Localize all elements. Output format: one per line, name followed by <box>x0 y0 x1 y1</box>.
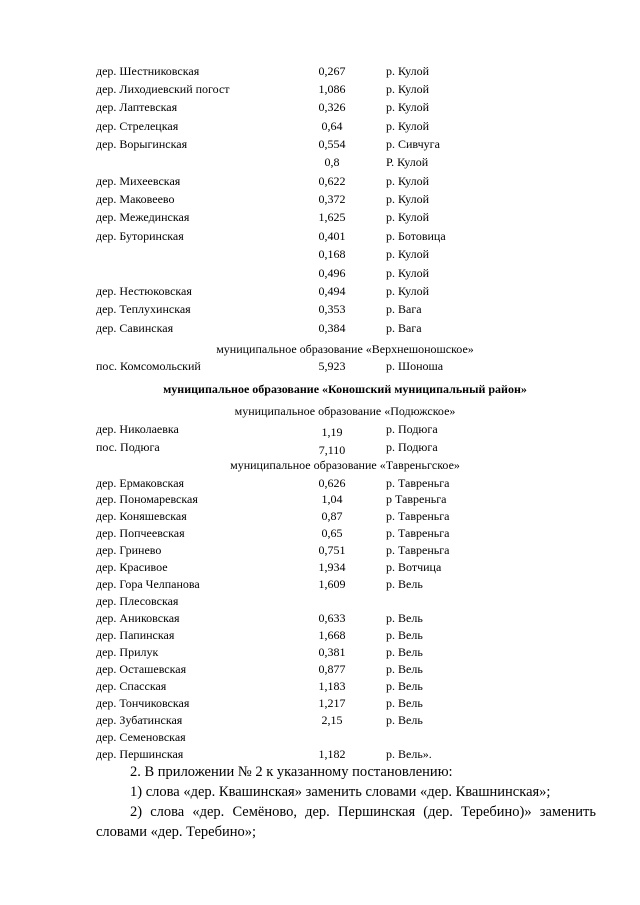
table-row <box>0 575 640 593</box>
settlement-name: дер. Попчеевская <box>96 526 185 540</box>
table-row <box>0 208 640 226</box>
river-name: р. Вель <box>386 696 423 710</box>
river-name: р. Ботовица <box>386 229 446 243</box>
river-name: р. Вель <box>386 611 423 625</box>
distance-value: 0,384 <box>318 321 346 335</box>
settlement-name: дер. Тончиковская <box>96 696 190 710</box>
river-name: р. Вель <box>386 577 423 591</box>
settlement-name: дер. Гора Челпанова <box>96 577 200 591</box>
paragraph-item-2-2-line1: 2) слова «дер. Семёново, дер. Першинская (дер. Теребино)» заменить <box>130 804 596 820</box>
river-name: р. Вага <box>386 302 422 316</box>
table-row <box>0 660 640 678</box>
river-name: р. Тавреньга <box>386 509 450 523</box>
table-row <box>0 677 640 695</box>
table-row <box>0 135 640 153</box>
river-name: р. Вель <box>386 679 423 693</box>
table-row <box>0 438 640 456</box>
river-name: р. Кулой <box>386 266 429 280</box>
river-name: р. Сивчуга <box>386 137 440 151</box>
distance-value: 1,04 <box>321 492 343 506</box>
distance-value: 0,554 <box>318 137 346 151</box>
settlement-name: дер. Семеновская <box>96 730 186 744</box>
river-name: р. Тавреньга <box>386 526 450 540</box>
river-name: р. Кулой <box>386 210 429 224</box>
table-row <box>0 541 640 559</box>
distance-value: 0,168 <box>318 247 346 261</box>
settlement-name: дер. Ермаковская <box>96 476 185 490</box>
section-heading-verkhneshonoshskoe: муниципальное образование «Верхнешоношское» <box>216 342 474 356</box>
distance-value: 1,934 <box>318 560 346 574</box>
river-name: р. Вель <box>386 713 423 727</box>
table-row <box>0 153 640 171</box>
distance-value: 0,87 <box>321 509 343 523</box>
river-name: р. Подюга <box>386 440 438 454</box>
distance-value: 0,633 <box>318 611 346 625</box>
table-row <box>0 319 640 337</box>
settlement-name: дер. Теплухинская <box>96 302 191 316</box>
distance-value: 7,110 <box>318 443 346 457</box>
table-row <box>0 507 640 525</box>
river-name: р. Вель». <box>386 747 432 761</box>
table-row <box>0 245 640 263</box>
river-name: р. Кулой <box>386 100 429 114</box>
table-row <box>0 745 640 763</box>
river-name: р. Тавреньга <box>386 476 450 490</box>
settlement-name: дер. Пономаревская <box>96 492 198 506</box>
table-row <box>0 626 640 644</box>
table-row <box>0 264 640 282</box>
table-row <box>0 172 640 190</box>
distance-value: 0,372 <box>318 192 346 206</box>
distance-value: 0,622 <box>318 174 346 188</box>
distance-value: 0,64 <box>321 119 343 133</box>
table-row <box>0 490 640 508</box>
river-name: р. Вель <box>386 662 423 676</box>
distance-value: 0,751 <box>318 543 346 557</box>
settlement-name: дер. Межединская <box>96 210 190 224</box>
settlement-name: дер. Михеевская <box>96 174 181 188</box>
river-name: р. Шоноша <box>386 359 444 373</box>
table-row <box>0 80 640 98</box>
settlement-name: дер. Шестниковская <box>96 64 200 78</box>
distance-value: 0,494 <box>318 284 346 298</box>
settlement-name: дер. Плесовская <box>96 594 179 608</box>
settlement-name: дер. Першинская <box>96 747 184 761</box>
table-row <box>0 711 640 729</box>
river-name: р. Кулой <box>386 119 429 133</box>
settlement-name: дер. Папинская <box>96 628 175 642</box>
distance-value: 0,877 <box>318 662 346 676</box>
section-heading-tavrengskoe: муниципальное образование «Тавреньгское» <box>230 458 460 472</box>
settlement-name: дер. Нестюковская <box>96 284 192 298</box>
distance-value: 1,182 <box>318 747 346 761</box>
settlement-name: дер. Савинская <box>96 321 174 335</box>
table-row <box>0 282 640 300</box>
distance-value: 0,8 <box>324 155 340 169</box>
settlement-name: дер. Ворыгинская <box>96 137 188 151</box>
table-row <box>0 420 640 438</box>
table-row <box>0 62 640 80</box>
settlement-name: дер. Гринево <box>96 543 162 557</box>
distance-value: 1,183 <box>318 679 346 693</box>
distance-value: 0,353 <box>318 302 346 316</box>
table-row <box>0 190 640 208</box>
river-name: р. Вага <box>386 321 422 335</box>
river-name: р. Вель <box>386 645 423 659</box>
distance-value: 1,19 <box>321 425 343 439</box>
table-row <box>0 300 640 318</box>
table-row <box>0 643 640 661</box>
table-row <box>0 357 640 375</box>
settlement-name: дер. Зубатинская <box>96 713 183 727</box>
settlement-name: дер. Прилук <box>96 645 159 659</box>
river-name: р. Кулой <box>386 82 429 96</box>
distance-value: 0,626 <box>318 476 346 490</box>
settlement-name: дер. Красивое <box>96 560 168 574</box>
distance-value: 1,609 <box>318 577 346 591</box>
settlement-name: дер. Николаевка <box>96 422 179 436</box>
river-name: р. Вель <box>386 628 423 642</box>
river-name: р. Кулой <box>386 247 429 261</box>
settlement-name: пос. Комсомольский <box>96 359 201 373</box>
distance-value: 0,267 <box>318 64 346 78</box>
settlement-name: дер. Лиходиевский погост <box>96 82 230 96</box>
district-heading: муниципальное образование «Коношский муниципальный район» <box>163 382 527 396</box>
table-row <box>0 558 640 576</box>
river-name: р. Кулой <box>386 284 429 298</box>
distance-value: 0,65 <box>321 526 343 540</box>
distance-value: 1,668 <box>318 628 346 642</box>
table-row <box>0 694 640 712</box>
distance-value: 1,625 <box>318 210 346 224</box>
settlement-name: дер. Лаптевская <box>96 100 178 114</box>
distance-value: 0,496 <box>318 266 346 280</box>
river-name: р. Кулой <box>386 174 429 188</box>
paragraph-item-2: 2. В приложении № 2 к указанному постановлению: <box>130 764 453 780</box>
paragraph-item-2-1: 1) слова «дер. Квашинская» заменить словами «дер. Квашнинская»; <box>130 784 551 800</box>
river-name: р. Подюга <box>386 422 438 436</box>
section-heading-podyuzhskoe: муниципальное образование «Подюжское» <box>234 404 456 418</box>
table-row <box>0 609 640 627</box>
distance-value: 1,086 <box>318 82 346 96</box>
distance-value: 0,401 <box>318 229 346 243</box>
distance-value: 0,326 <box>318 100 346 114</box>
distance-value: 5,923 <box>318 359 346 373</box>
table-row <box>0 728 640 746</box>
settlement-name: дер. Аниковская <box>96 611 180 625</box>
distance-value: 0,381 <box>318 645 346 659</box>
table-row <box>0 524 640 542</box>
river-name: р. Кулой <box>386 192 429 206</box>
table-row <box>0 227 640 245</box>
table-row <box>0 117 640 135</box>
table-row <box>0 98 640 116</box>
settlement-name: дер. Маковеево <box>96 192 175 206</box>
paragraph-item-2-2-line2: словами «дер. Теребино»; <box>96 824 256 840</box>
river-name: Р. Кулой <box>386 155 429 169</box>
settlement-name: дер. Коняшевская <box>96 509 187 523</box>
settlement-name: дер. Спасская <box>96 679 167 693</box>
settlement-name: дер. Осташевская <box>96 662 187 676</box>
table-row <box>0 592 640 610</box>
settlement-name: дер. Буторинская <box>96 229 184 243</box>
settlement-name: пос. Подюга <box>96 440 160 454</box>
river-name: р Тавреньга <box>386 492 447 506</box>
river-name: р. Вотчица <box>386 560 442 574</box>
distance-value: 1,217 <box>318 696 346 710</box>
distance-value: 2,15 <box>321 713 343 727</box>
river-name: р. Кулой <box>386 64 429 78</box>
river-name: р. Тавреньга <box>386 543 450 557</box>
settlement-name: дер. Стрелецкая <box>96 119 179 133</box>
